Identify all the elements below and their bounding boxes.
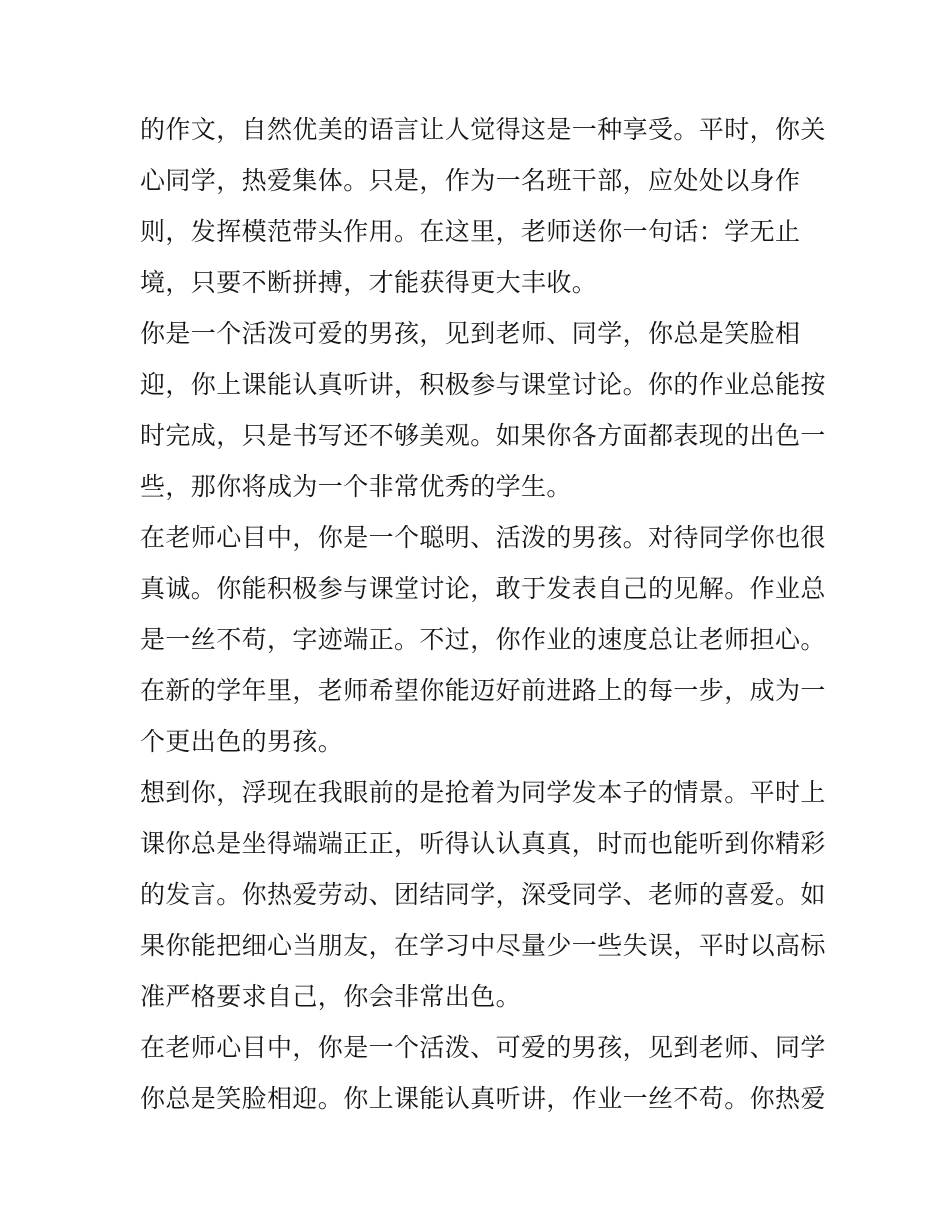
text-line: 果你能把细心当朋友，在学习中尽量少一些失误，平时以高标 xyxy=(140,931,826,960)
text-line: 是一丝不苟，字迹端正。不过，你作业的速度总让老师担心。 xyxy=(140,625,826,654)
text-line: 心同学，热爱集体。只是，作为一名班干部，应处处以身作 xyxy=(140,166,801,195)
text-line: 的发言。你热爱劳动、团结同学，深受同学、老师的喜爱。如 xyxy=(140,880,826,909)
text-line: 些，那你将成为一个非常优秀的学生。 xyxy=(140,472,572,501)
text-line: 境，只要不断拼搏，才能获得更大丰收。 xyxy=(140,268,598,297)
paragraph-5 xyxy=(140,1022,826,1124)
paragraph-3 xyxy=(140,512,826,767)
text-line: 迎，你上课能认真听讲，积极参与课堂讨论。你的作业总能按 xyxy=(140,370,826,399)
text-line: 在老师心目中，你是一个聪明、活泼的男孩。对待同学你也很 xyxy=(140,523,826,552)
text-line: 个更出色的男孩。 xyxy=(140,727,344,756)
text-line: 想到你，浮现在我眼前的是抢着为同学发本子的情景。平时上 xyxy=(140,778,826,807)
text-line: 课你总是坐得端端正正，听得认认真真，时而也能听到你精彩 xyxy=(140,829,826,858)
text-line: 准严格要求自己，你会非常出色。 xyxy=(140,982,522,1011)
paragraph-2 xyxy=(140,308,826,512)
text-line: 时完成，只是书写还不够美观。如果你各方面都表现的出色一 xyxy=(140,421,826,450)
text-line: 你是一个活泼可爱的男孩，见到老师、同学，你总是笑脸相 xyxy=(140,319,801,348)
text-line: 真诚。你能积极参与课堂讨论，敢于发表自己的见解。作业总 xyxy=(140,574,826,603)
text-line: 你总是笑脸相迎。你上课能认真听讲，作业一丝不苟。你热爱 xyxy=(140,1084,826,1113)
text-line: 的作文，自然优美的语言让人觉得这是一种享受。平时，你关 xyxy=(140,115,826,144)
text-line: 则，发挥模范带头作用。在这里，老师送你一句话：学无止 xyxy=(140,217,801,246)
text-line: 在新的学年里，老师希望你能迈好前进路上的每一步，成为一 xyxy=(140,676,826,705)
paragraph-1 xyxy=(140,104,826,308)
paragraph-4 xyxy=(140,767,826,1022)
document-body xyxy=(140,104,826,1124)
text-line: 在老师心目中，你是一个活泼、可爱的男孩，见到老师、同学 xyxy=(140,1033,826,1062)
